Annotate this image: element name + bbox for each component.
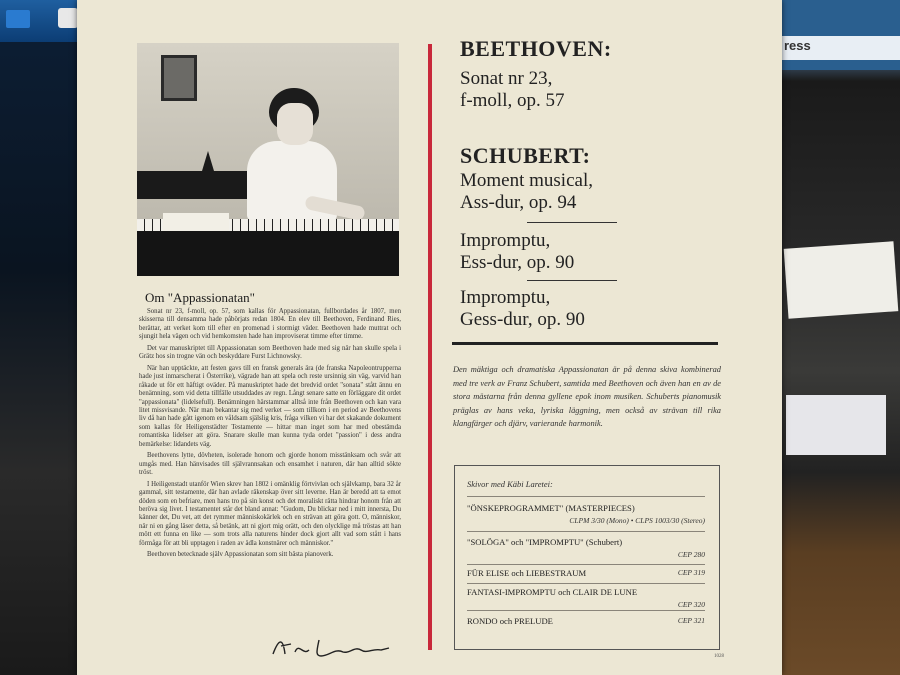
discography-box bbox=[454, 465, 720, 650]
print-code: 1028 bbox=[714, 654, 724, 659]
essay-text bbox=[139, 308, 401, 563]
divider bbox=[467, 583, 705, 584]
essay-paragraph: När han upptäckte, att festen gavs till en fransk generals ära (de franska Napoleontrupperna hade just inmarscherat i Österrike), vägrade han att spela och reste ursinnig sin väg, varvid han råkade ut för ett häftigt oväder. På manuskriptet hade det bredvid ordet "sonata" stått ännu en benämning, som vid detta tillfälle utsuddades av regn. Långt senare satte en förläggare dit ordet "appassionata" (lidelsefull). Benämningen härstammar alltså inte från Beethoven och kan vara litet missvisande. När man bekantar sig med verket — som tillkom i en period av Beethovens liv då han hade gått igenom en våldsam själslig kris, fråga vilken vi har det skakande dokument som kallas för Heiligenstädter Testamente — hittar man inget som har med obestämda romantiska lidelser att göra. Snarare skulle man kunna tyda ordet "passion" i dess andra bemärkelse: lidandets väg. bbox=[139, 364, 401, 448]
essay-paragraph: Sonat nr 23, f-moll, op. 57, som kallas för Appassionatan, fullbordades år 1807, men skisserna till densamma hade påbörjats redan 1804. En elev till Beethoven, Ferdinand Ries, berättar, att verket kom till efter en promenad i stormigt väder. Beethoven hade muttrat och sjungit hela vägen och vid hemkomsten hade han improviserat timme efter timme. bbox=[139, 308, 401, 341]
record-catalog: CEP 320 bbox=[677, 600, 705, 609]
work-impromptu-gess: Impromptu, Gess-dur, op. 90 bbox=[460, 287, 585, 330]
section-rule bbox=[452, 342, 718, 345]
divider bbox=[527, 222, 617, 223]
composer-beethoven: BEETHOVEN: bbox=[460, 36, 612, 61]
record-catalog: CEP 321 bbox=[677, 616, 705, 625]
desktop-icon bbox=[58, 8, 78, 28]
record-title: "SOLÖGA" och "IMPROMPTU" (Schubert) bbox=[467, 537, 623, 547]
record-title: "ÖNSKEPROGRAMMET" (MASTERPIECES) bbox=[467, 503, 635, 513]
metronome bbox=[199, 151, 217, 181]
essay-paragraph: Beethovens lytte, dövheten, isolerade honom och gjorde honom misstänksam och svår att umgås med. Han hänvisades till självrannsakan och ensamhet i naturen, där han alltid sökte tröst. bbox=[139, 452, 401, 477]
composer-schubert: SCHUBERT: bbox=[460, 143, 591, 168]
discography-heading: Skivor med Käbi Laretei: bbox=[467, 479, 553, 489]
background-right bbox=[780, 0, 900, 675]
intro-text: Den mäktiga och dramatiska Appassionatan är på denna skiva kombinerad med tre verk av Franz Schubert, samtida med Beethoven och även han en av de stora mästarna från denna gyllene epok inom musiken. Schuberts pianomusik präglas av hans veka, lyriska läggning, men också av strävan till rika klangfärger och djärv, varierande harmonik. bbox=[453, 365, 721, 429]
record-title: FÜR ELISE och LIEBESTRAUM bbox=[467, 568, 587, 578]
divider bbox=[467, 610, 705, 611]
monitor-right bbox=[782, 0, 900, 70]
wall-picture bbox=[161, 55, 197, 101]
record-title: FANTASI-IMPROMPTU och CLAIR DE LUNE bbox=[467, 587, 638, 597]
background-left bbox=[0, 0, 80, 675]
divider bbox=[527, 280, 617, 281]
essay-title: Om "Appassionatan" bbox=[145, 290, 255, 305]
paper-sheet bbox=[786, 395, 886, 455]
divider bbox=[467, 564, 705, 565]
essay-paragraph: Beethoven betecknade själv Appassionatan som sitt bästa pianoverk. bbox=[147, 551, 334, 559]
monitor-left bbox=[0, 0, 80, 42]
pianist-face bbox=[277, 103, 313, 145]
work-impromptu-ess: Impromptu, Ess-dur, op. 90 bbox=[460, 230, 575, 273]
record-catalog: CEP 280 bbox=[677, 550, 705, 559]
pianist-photo bbox=[137, 43, 399, 276]
essay-paragraph: Det var manuskriptet till Appassionatan som Beethoven hade med sig när han skulle spela i Grätz hos sin trogne vän och beskyddare Furst Lichnowsky. bbox=[139, 344, 401, 361]
red-divider bbox=[428, 44, 432, 650]
desktop-icon bbox=[6, 10, 30, 28]
work-sonata: Sonat nr 23, f-moll, op. 57 bbox=[460, 68, 565, 111]
piano-body bbox=[137, 231, 399, 276]
record-catalog: CEP 319 bbox=[677, 568, 705, 577]
monitor-text: ress bbox=[784, 38, 811, 53]
essay-paragraph: I Heiligenstadt utanför Wien skrev han 1802 i omänklig förtvivlan och självkamp, bara 32 år gammal, sitt testamente, där han avlade räkenskap över sitt leverne. Han är beredd att ta emot döden som en befriare, men hans tro på sin konst och det moraliskt rätta hindrar honom från att beröva sig livet. I testamentet står det bland annat: "Gudom, Du blickar ned i mitt innersta, Du känner det, Du vet, att det rymmer människokärlek och en strävan att göra gott. O, människor, när ni en gång läser detta, så betänk, att ni gjort mig orätt, och den olycklige må tröstas att han mött ett funna en like — som trots alla naturens hinder dock gjort allt vad som stått i hans förmåga för att bli upptagen i raden av ädla konstnärer och människor." bbox=[139, 480, 401, 547]
signature bbox=[269, 632, 399, 662]
work-moment-musical: Moment musical, Ass-dur, op. 94 bbox=[460, 170, 593, 213]
record-title: RONDO och PRELUDE bbox=[467, 616, 553, 626]
divider bbox=[467, 496, 705, 497]
record-catalog: CLPM 3/30 (Mono) • CLPS 1003/30 (Stereo) bbox=[569, 516, 705, 525]
album-back-cover bbox=[77, 0, 782, 675]
divider bbox=[467, 531, 705, 532]
paper-sheet bbox=[784, 241, 899, 319]
